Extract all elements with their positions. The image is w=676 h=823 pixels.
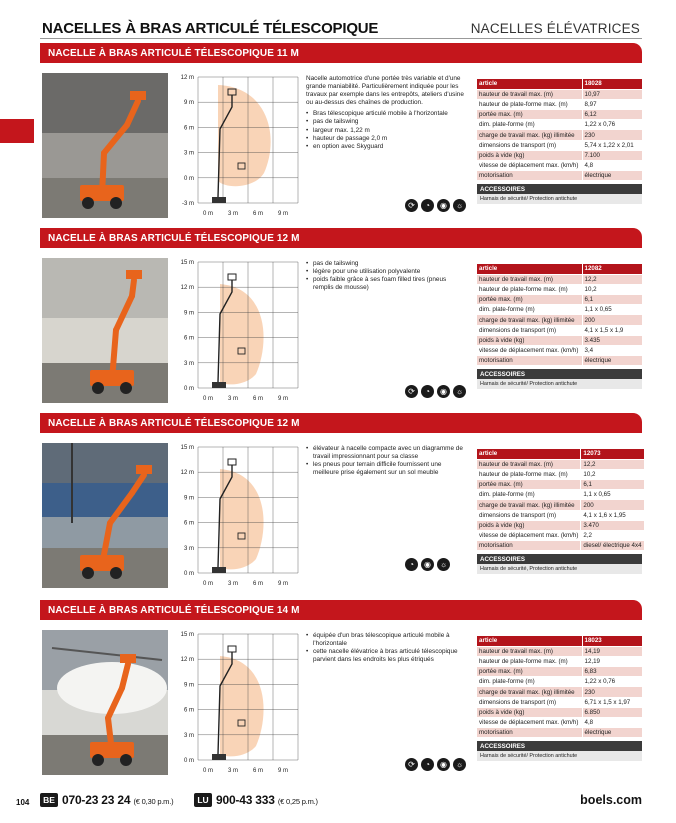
accessories-text: Harnais de sécurité/ Protection antichute xyxy=(477,379,642,389)
spec-value: 4,1 x 1,6 x 1,95 xyxy=(581,510,644,520)
spec-value: électrique xyxy=(582,728,642,738)
spec-label: dim. plate-forme (m) xyxy=(477,120,582,130)
x-tick-label: 0 m xyxy=(202,581,214,587)
diagram-frame xyxy=(176,75,300,227)
icon-gauge: ◔ xyxy=(421,199,434,212)
spec-row xyxy=(477,274,642,284)
spec-label: motorisation xyxy=(477,171,582,181)
lu-badge: LU xyxy=(194,793,212,807)
spec-label: vitesse de déplacement max. (km/h) xyxy=(477,346,582,356)
icon-eco-drive: ⟳ xyxy=(405,758,418,771)
y-tick-label: 3 m xyxy=(183,545,194,552)
y-tick-label: 6 m xyxy=(183,335,194,342)
y-tick-label: 15 m xyxy=(180,260,194,266)
spec-label: hauteur de plate-forme max. (m) xyxy=(477,284,582,294)
spec-row xyxy=(477,718,642,728)
diagram-frame xyxy=(176,260,300,412)
x-tick-label: 9 m xyxy=(277,581,289,587)
x-tick-label: 6 m xyxy=(252,396,264,402)
spec-label: hauteur de plate-forme max. (m) xyxy=(477,99,582,109)
spec-value: 10,2 xyxy=(582,284,642,294)
accessories-text: Harnais de sécurité/ Protection antichute xyxy=(477,194,642,204)
spec-row xyxy=(477,171,642,181)
icon-indoor-outdoor: ☼ xyxy=(437,558,450,571)
spec-row xyxy=(477,161,642,171)
product-section xyxy=(40,600,642,780)
diagram-frame xyxy=(176,445,300,597)
lu-phone-number: 900-43 333 xyxy=(216,793,275,807)
feature-icons xyxy=(405,558,450,571)
spec-value: 200 xyxy=(582,315,642,325)
spec-row xyxy=(477,707,642,717)
page-title: NACELLES À BRAS ARTICULÉ TÉLESCOPIQUE xyxy=(42,20,379,37)
icon-indoor-outdoor: ☼ xyxy=(453,199,466,212)
icon-non-marking-tyres: ◉ xyxy=(437,385,450,398)
spec-row xyxy=(477,110,642,120)
spec-label: vitesse de déplacement max. (km/h) xyxy=(477,161,582,171)
spec-value: électrique xyxy=(582,171,642,181)
spec-label: hauteur de plate-forme max. (m) xyxy=(477,656,582,666)
machine-base xyxy=(212,197,226,203)
spec-row xyxy=(477,459,644,469)
spec-row xyxy=(477,531,644,541)
spec-row xyxy=(477,335,642,345)
y-tick-label: 6 m xyxy=(183,520,194,527)
feature-item: • Bras télescopique articulé mobile à l'horizontale xyxy=(306,110,466,118)
be-phone[interactable] xyxy=(62,793,173,807)
spec-value: 230 xyxy=(582,687,642,697)
spec-row xyxy=(477,510,644,520)
spec-value: 4,8 xyxy=(582,718,642,728)
spec-value: 200 xyxy=(581,500,644,510)
spec-value: 14,19 xyxy=(582,646,642,656)
spec-label: dimensions de transport (m) xyxy=(477,510,581,520)
product-description xyxy=(306,632,466,664)
accessories-text: Harnais de sécurité/ Protection antichute xyxy=(477,751,642,761)
spec-row xyxy=(477,697,642,707)
spec-label: motorisation xyxy=(477,356,582,366)
page-category: NACELLES ÉLÉVATRICES xyxy=(470,21,640,36)
spec-grid xyxy=(477,449,644,551)
spec-label: charge de travail max. (kg) illimitée xyxy=(477,315,582,325)
spec-label: vitesse de déplacement max. (km/h) xyxy=(477,531,581,541)
feature-item: • cette nacelle élévatrice à bras articulé télescopique parvient dans les endroits les plus étriqués xyxy=(306,648,466,664)
article-number: 12073 xyxy=(581,449,644,459)
spec-value: 7.100 xyxy=(582,150,642,160)
spec-header-row xyxy=(477,264,642,274)
x-tick-label: 6 m xyxy=(252,768,264,774)
x-tick-label: 9 m xyxy=(277,768,289,774)
y-tick-label: 9 m xyxy=(183,100,194,107)
working-range-diagram xyxy=(176,445,300,597)
x-tick-label: 0 m xyxy=(202,211,214,217)
spec-value: 6,83 xyxy=(582,667,642,677)
x-tick-label: 3 m xyxy=(227,768,239,774)
article-label: article xyxy=(477,449,581,459)
reach-envelope xyxy=(218,85,271,186)
title-divider xyxy=(40,38,642,39)
y-tick-label: 3 m xyxy=(183,360,194,367)
be-price: (€ 0,30 p.m.) xyxy=(133,797,174,806)
section-tab-marker xyxy=(0,119,34,143)
accessories-header: ACCESSOIRES xyxy=(477,184,642,194)
spec-row xyxy=(477,325,642,335)
reach-envelope xyxy=(220,469,264,569)
spec-value: 6,1 xyxy=(581,480,644,490)
feature-item: • poids faible grâce à ses foam filled tires (pneus remplis de mousse) xyxy=(306,276,466,292)
spec-row xyxy=(477,305,642,315)
x-tick-label: 0 m xyxy=(202,396,214,402)
spec-label: dim. plate-forme (m) xyxy=(477,305,582,315)
spec-row xyxy=(477,677,642,687)
spec-row xyxy=(477,140,642,150)
spec-grid xyxy=(477,79,642,181)
spec-label: dimensions de transport (m) xyxy=(477,140,582,150)
spec-row xyxy=(477,130,642,140)
y-tick-label: 6 m xyxy=(183,707,194,714)
diagram-frame xyxy=(176,632,300,784)
spec-label: portée max. (m) xyxy=(477,667,582,677)
feature-list xyxy=(306,260,466,292)
y-tick-label: 15 m xyxy=(180,632,194,638)
website-link[interactable]: boels.com xyxy=(580,793,642,807)
spec-label: hauteur de travail max. (m) xyxy=(477,459,581,469)
machine-basket xyxy=(228,274,236,280)
feature-item: • élévateur à nacelle compacte avec un diagramme de travail impressionnant pour sa classe xyxy=(306,445,466,461)
spec-header-row xyxy=(477,449,644,459)
spec-label: dimensions de transport (m) xyxy=(477,325,582,335)
y-tick-label: 9 m xyxy=(183,495,194,502)
spec-label: vitesse de déplacement max. (km/h) xyxy=(477,718,582,728)
be-phone-number: 070-23 23 24 xyxy=(62,793,131,807)
machine-base xyxy=(212,382,226,388)
spec-value: diesel/ électrique 4x4 xyxy=(581,541,644,551)
page-number: 104 xyxy=(16,798,30,807)
y-tick-label: 3 m xyxy=(183,732,194,739)
icon-gauge: ◔ xyxy=(421,385,434,398)
spec-value: 6.850 xyxy=(582,707,642,717)
spec-value: 8,97 xyxy=(582,99,642,109)
accessories-text: Harnais de sécurité, Protection antichute xyxy=(477,564,642,574)
spec-header-row xyxy=(477,79,642,89)
icon-indoor-outdoor: ☼ xyxy=(453,758,466,771)
machine-base xyxy=(212,754,226,760)
spec-row xyxy=(477,295,642,305)
product-description xyxy=(306,260,466,292)
accessories-header: ACCESSOIRES xyxy=(477,369,642,379)
spec-value: 4,1 x 1,5 x 1,9 xyxy=(582,325,642,335)
spec-table xyxy=(477,636,642,761)
description-text: Nacelle automotrice d'une portée très variable et d'une grande maniabilité. Particulièrement indiquée pour les travaux par exemple dans les entrepôts, ateliers d'usine ou au-dessus des chaînes de production. xyxy=(306,75,464,107)
reach-envelope xyxy=(220,656,264,756)
product-photo-frame xyxy=(42,73,168,218)
spec-table xyxy=(477,449,642,574)
spec-header-row xyxy=(477,636,642,646)
feature-item: • hauteur de passage 2,0 m xyxy=(306,135,466,143)
x-tick-label: 9 m xyxy=(277,211,289,217)
spec-value: 10,97 xyxy=(582,89,642,99)
spec-value: 3.470 xyxy=(581,520,644,530)
product-description xyxy=(306,75,466,151)
spec-label: charge de travail max. (kg) illimitée xyxy=(477,687,582,697)
spec-value: 12,2 xyxy=(582,274,642,284)
spec-value: 6,12 xyxy=(582,110,642,120)
spec-row xyxy=(477,656,642,666)
product-photo xyxy=(42,443,168,588)
spec-row xyxy=(477,490,644,500)
reach-envelope xyxy=(220,284,264,384)
machine-base xyxy=(212,567,226,573)
spec-value: 12,2 xyxy=(581,459,644,469)
icon-non-marking-tyres: ◉ xyxy=(437,758,450,771)
spec-label: dim. plate-forme (m) xyxy=(477,490,581,500)
spec-row xyxy=(477,99,642,109)
icon-eco-drive: ⟳ xyxy=(405,385,418,398)
spec-label: poids à vide (kg) xyxy=(477,150,582,160)
x-tick-label: 3 m xyxy=(227,396,239,402)
spec-row xyxy=(477,541,644,551)
machine-basket xyxy=(228,459,236,465)
spec-row xyxy=(477,646,642,656)
spec-value: 230 xyxy=(582,130,642,140)
feature-list xyxy=(306,110,466,150)
feature-item: • légère pour une utilisation polyvalente xyxy=(306,268,466,276)
spec-row xyxy=(477,284,642,294)
working-range-diagram xyxy=(176,75,300,227)
x-tick-label: 9 m xyxy=(277,396,289,402)
article-label: article xyxy=(477,264,582,274)
icon-gauge: ◔ xyxy=(405,558,418,571)
spec-label: poids à vide (kg) xyxy=(477,335,582,345)
product-photo-frame xyxy=(42,258,168,403)
spec-table xyxy=(477,264,642,389)
spec-value: 12,19 xyxy=(582,656,642,666)
section-header: NACELLE À BRAS ARTICULÉ TÉLESCOPIQUE 12 M xyxy=(40,228,642,248)
spec-value: 1,22 x 0,76 xyxy=(582,120,642,130)
feature-item: • largeur max. 1,22 m xyxy=(306,127,466,135)
machine-basket xyxy=(228,646,236,652)
x-tick-label: 6 m xyxy=(252,211,264,217)
spec-grid xyxy=(477,636,642,738)
spec-row xyxy=(477,667,642,677)
x-tick-label: 3 m xyxy=(227,581,239,587)
feature-icons xyxy=(405,385,466,398)
spec-table xyxy=(477,79,642,204)
spec-value: 10,2 xyxy=(581,469,644,479)
product-section xyxy=(40,228,642,408)
working-range-diagram xyxy=(176,260,300,412)
product-section xyxy=(40,413,642,593)
spec-label: poids à vide (kg) xyxy=(477,707,582,717)
y-tick-label: 12 m xyxy=(180,657,194,664)
spec-label: poids à vide (kg) xyxy=(477,520,581,530)
spec-value: 6,71 x 1,5 x 1,97 xyxy=(582,697,642,707)
article-number: 18023 xyxy=(582,636,642,646)
feature-list xyxy=(306,445,466,477)
product-photo xyxy=(42,73,168,218)
y-tick-label: 0 m xyxy=(183,571,194,577)
y-tick-label: 12 m xyxy=(180,75,194,81)
product-description xyxy=(306,445,466,477)
y-tick-label: -3 m xyxy=(182,201,194,207)
spec-label: motorisation xyxy=(477,728,582,738)
be-badge: BE xyxy=(40,793,58,807)
spec-label: hauteur de plate-forme max. (m) xyxy=(477,469,581,479)
spec-value: 2,2 xyxy=(581,531,644,541)
icon-eco-drive: ⟳ xyxy=(405,199,418,212)
icon-indoor-outdoor: ☼ xyxy=(453,385,466,398)
spec-value: 5,74 x 1,22 x 2,01 xyxy=(582,140,642,150)
icon-non-marking-tyres: ◉ xyxy=(437,199,450,212)
product-photo-frame xyxy=(42,630,168,775)
feature-list xyxy=(306,632,466,664)
spec-value: 1,22 x 0,76 xyxy=(582,677,642,687)
y-tick-label: 0 m xyxy=(183,386,194,392)
spec-row xyxy=(477,315,642,325)
y-tick-label: 9 m xyxy=(183,682,194,689)
y-tick-label: 12 m xyxy=(180,470,194,477)
product-photo xyxy=(42,258,168,403)
spec-value: 1,1 x 0,65 xyxy=(582,305,642,315)
spec-row xyxy=(477,520,644,530)
y-tick-label: 3 m xyxy=(183,150,194,157)
spec-label: charge de travail max. (kg) illimitée xyxy=(477,130,582,140)
spec-label: motorisation xyxy=(477,541,581,551)
spec-row xyxy=(477,480,644,490)
x-tick-label: 0 m xyxy=(202,768,214,774)
spec-label: portée max. (m) xyxy=(477,295,582,305)
product-photo xyxy=(42,630,168,775)
y-tick-label: 6 m xyxy=(183,125,194,132)
spec-label: hauteur de travail max. (m) xyxy=(477,89,582,99)
footer xyxy=(0,792,676,812)
spec-label: hauteur de travail max. (m) xyxy=(477,646,582,656)
article-label: article xyxy=(477,636,582,646)
spec-value: électrique xyxy=(582,356,642,366)
feature-item: • équipée d'un bras télescopique articulé mobile à l'horizontale xyxy=(306,632,466,648)
feature-item: • les pneus pour terrain difficile fournissent une meilleure prise également sur un sol meuble xyxy=(306,461,466,477)
spec-value: 3,4 xyxy=(582,346,642,356)
lu-price: (€ 0,25 p.m.) xyxy=(277,797,318,806)
feature-item: • en option avec Skyguard xyxy=(306,143,466,151)
y-tick-label: 0 m xyxy=(183,758,194,764)
spec-value: 6,1 xyxy=(582,295,642,305)
spec-row xyxy=(477,89,642,99)
product-photo-frame xyxy=(42,443,168,588)
accessories-header: ACCESSOIRES xyxy=(477,741,642,751)
feature-item: • pas de tailswing xyxy=(306,118,466,126)
accessories-header: ACCESSOIRES xyxy=(477,554,642,564)
feature-icons xyxy=(405,758,466,771)
icon-gauge: ◔ xyxy=(421,758,434,771)
spec-row xyxy=(477,469,644,479)
spec-grid xyxy=(477,264,642,366)
section-header: NACELLE À BRAS ARTICULÉ TÉLESCOPIQUE 12 M xyxy=(40,413,642,433)
article-number: 18028 xyxy=(582,79,642,89)
spec-label: charge de travail max. (kg) illimitée xyxy=(477,500,581,510)
spec-value: 3.435 xyxy=(582,335,642,345)
spec-row xyxy=(477,150,642,160)
feature-icons xyxy=(405,199,466,212)
y-tick-label: 15 m xyxy=(180,445,194,451)
spec-row xyxy=(477,356,642,366)
spec-label: hauteur de travail max. (m) xyxy=(477,274,582,284)
y-tick-label: 12 m xyxy=(180,285,194,292)
product-section xyxy=(40,43,642,223)
spec-value: 1,1 x 0,65 xyxy=(581,490,644,500)
spec-row xyxy=(477,728,642,738)
y-tick-label: 9 m xyxy=(183,310,194,317)
lu-phone[interactable] xyxy=(216,793,318,807)
x-tick-label: 6 m xyxy=(252,581,264,587)
icon-non-marking-tyres: ◉ xyxy=(421,558,434,571)
spec-value: 4,8 xyxy=(582,161,642,171)
section-header: NACELLE À BRAS ARTICULÉ TÉLESCOPIQUE 11 M xyxy=(40,43,642,63)
spec-row xyxy=(477,687,642,697)
x-tick-label: 3 m xyxy=(227,211,239,217)
spec-row xyxy=(477,120,642,130)
spec-label: dimensions de transport (m) xyxy=(477,697,582,707)
spec-label: portée max. (m) xyxy=(477,110,582,120)
article-label: article xyxy=(477,79,582,89)
spec-label: dim. plate-forme (m) xyxy=(477,677,582,687)
spec-row xyxy=(477,500,644,510)
feature-item: • pas de tailswing xyxy=(306,260,466,268)
spec-row xyxy=(477,346,642,356)
spec-label: portée max. (m) xyxy=(477,480,581,490)
section-header: NACELLE À BRAS ARTICULÉ TÉLESCOPIQUE 14 M xyxy=(40,600,642,620)
y-tick-label: 0 m xyxy=(183,175,194,182)
article-number: 12082 xyxy=(582,264,642,274)
working-range-diagram xyxy=(176,632,300,784)
